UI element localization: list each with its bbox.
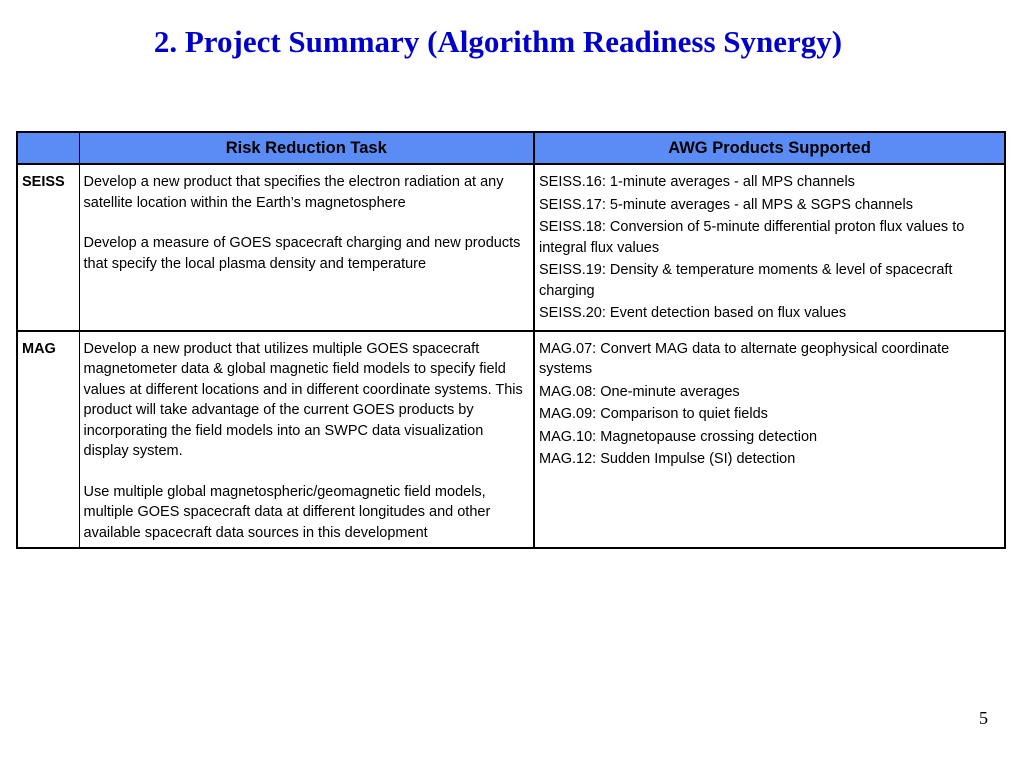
- seiss-product-18: SEISS.18: Conversion of 5-minute differential proton flux values to integral flux values: [539, 219, 965, 256]
- mag-product-10: MAG.10: Magnetopause crossing detection: [539, 428, 818, 445]
- seiss-task-2: Develop a measure of GOES spacecraft charging and new products that specify the local plasma density and temperature: [83, 235, 521, 272]
- table-header-row: [17, 132, 1005, 164]
- seiss-task-cell: [79, 164, 534, 331]
- row-label-seiss: SEISS: [17, 164, 79, 331]
- seiss-product-17: SEISS.17: 5-minute averages - all MPS & SGPS channels: [539, 196, 913, 213]
- header-awg-products-supported: AWG Products Supported: [534, 132, 1005, 164]
- slide-title: 2. Project Summary (Algorithm Readiness Synergy): [153, 24, 843, 59]
- page-number: 5: [979, 708, 988, 728]
- header-label-cell: [17, 132, 79, 164]
- mag-product-07: MAG.07: Convert MAG data to alternate geophysical coordinate systems: [539, 340, 950, 377]
- project-summary-table: [16, 131, 1006, 549]
- header-risk-reduction-task: Risk Reduction Task: [79, 132, 534, 164]
- row-label-mag: MAG: [17, 331, 79, 549]
- mag-task-1: Develop a new product that utilizes multiple GOES spacecraft magnetometer data & global magnetic field models to specify field values at different locations and in different coordinate systems. This product will take advantage of the current GOES products by incorporating the field models into an SWPC data visualization display system.: [83, 340, 523, 459]
- mag-product-12: MAG.12: Sudden Impulse (SI) detection: [539, 451, 796, 467]
- seiss-task-1: Develop a new product that specifies the electron radiation at any satellite location within the Earth’s magnetosphere: [83, 174, 504, 211]
- mag-product-08: MAG.08: One-minute averages: [539, 383, 740, 400]
- mag-task-cell: [79, 331, 534, 549]
- seiss-products-cell: [534, 164, 1005, 331]
- mag-products-cell: [534, 331, 1005, 549]
- mag-product-09: MAG.09: Comparison to quiet fields: [539, 406, 768, 422]
- seiss-product-16: SEISS.16: 1-minute averages - all MPS channels: [539, 174, 855, 190]
- mag-task-2: Use multiple global magnetospheric/geomagnetic field models, multiple GOES spacecraft data at different longitudes and other available spacecraft data sources in this development: [83, 483, 491, 541]
- table-row-seiss: [17, 164, 1005, 331]
- table-row-mag: [17, 331, 1005, 549]
- seiss-product-19: SEISS.19: Density & temperature moments & level of spacecraft charging: [539, 262, 953, 299]
- seiss-product-20: SEISS.20: Event detection based on flux values: [539, 305, 847, 321]
